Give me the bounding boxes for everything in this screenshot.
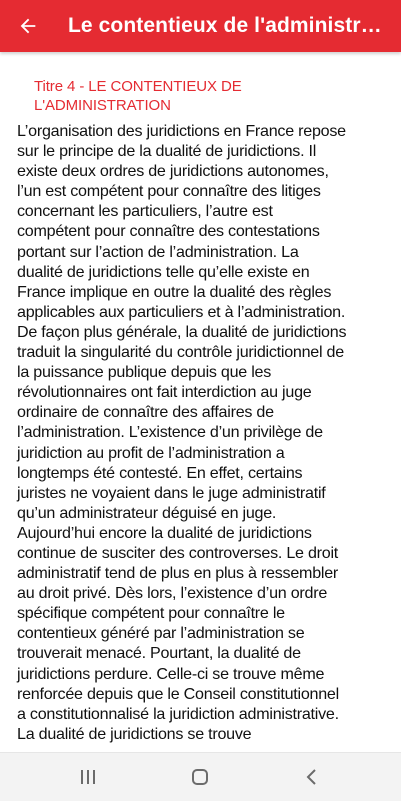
recent-apps-icon: [78, 768, 98, 786]
body-line: renforcée depuis que le Conseil constitutionnel: [17, 684, 339, 703]
body-line: La dualité de juridictions se trouve: [17, 724, 252, 743]
body-line: traduit la singularité du contrôle juridictionnel de: [17, 343, 344, 362]
body-line: ordinaire de connaître des affaires de: [17, 403, 274, 422]
back-button[interactable]: [2, 0, 54, 52]
body-line: au droit privé. Dès lors, l’existence d’un ordre: [17, 584, 328, 603]
body-line: juridiction au profit de l’administration a: [17, 443, 285, 462]
body-line: longtemps été contesté. En effet, certains: [17, 463, 303, 482]
app-bar: [0, 0, 401, 52]
body-line: administratif tend de plus en plus à ressembler: [17, 564, 339, 583]
body-line: De façon plus générale, la dualité de juridictions: [17, 322, 347, 341]
body-line: applicables aux particuliers et à l’administration.: [17, 302, 346, 321]
body-line: existe deux ordres de juridictions autonomes,: [17, 162, 329, 181]
body-line: qu’un administrateur déguisé en juge.: [17, 503, 277, 522]
body-line: France implique en outre la dualité des règles: [17, 282, 332, 301]
home-button[interactable]: [188, 765, 212, 789]
body-line: continue de susciter des controverses. Le droit: [17, 543, 339, 562]
body-line: trouverait menacé. Pourtant, la dualité de: [17, 644, 301, 663]
article-content[interactable]: [0, 52, 401, 752]
body-line: concernant les particuliers, l’autre est: [17, 202, 273, 221]
page-title: Le contentieux de l'administr…: [68, 14, 382, 37]
body-line: la puissance publique depuis que les: [17, 363, 272, 382]
body-line: Aujourd’hui encore la dualité de juridictions: [17, 523, 312, 542]
recent-apps-button[interactable]: [76, 765, 100, 789]
body-line: juristes ne voyaient dans le juge administratif: [17, 483, 326, 502]
body-line: portant sur l’action de l’administration. La: [17, 242, 299, 261]
arrow-left-icon: [17, 15, 39, 37]
home-icon: [190, 767, 210, 787]
body-line: l’administration. L’existence d’un privilège de: [17, 423, 323, 442]
body-line: révolutionnaires ont fait interdiction au juge: [17, 383, 312, 402]
body-line: sur le principe de la dualité de juridictions. Il: [17, 142, 317, 161]
body-line: a constitutionnalisé la juridiction administrative.: [17, 704, 339, 723]
body-line: compétent pour connaître des contestations: [17, 222, 320, 241]
body-line: l’un est compétent pour connaître des litiges: [17, 182, 321, 201]
section-title: Titre 4 - LE CONTENTIEUX DE L'ADMINISTRATION: [34, 78, 242, 114]
system-navigation-bar: [0, 752, 401, 801]
body-line: juridictions perdure. Celle-ci se trouve même: [17, 664, 325, 683]
system-back-button[interactable]: [300, 765, 324, 789]
body-line: spécifique compétent pour connaître le: [17, 604, 285, 623]
body-line: dualité de juridictions telle qu’elle existe en: [17, 262, 310, 281]
body-line: contentieux généré par l’administration se: [17, 624, 305, 643]
article-body: [17, 121, 389, 744]
back-chevron-icon: [302, 767, 322, 787]
body-line: L’organisation des juridictions en France repose: [17, 122, 346, 140]
